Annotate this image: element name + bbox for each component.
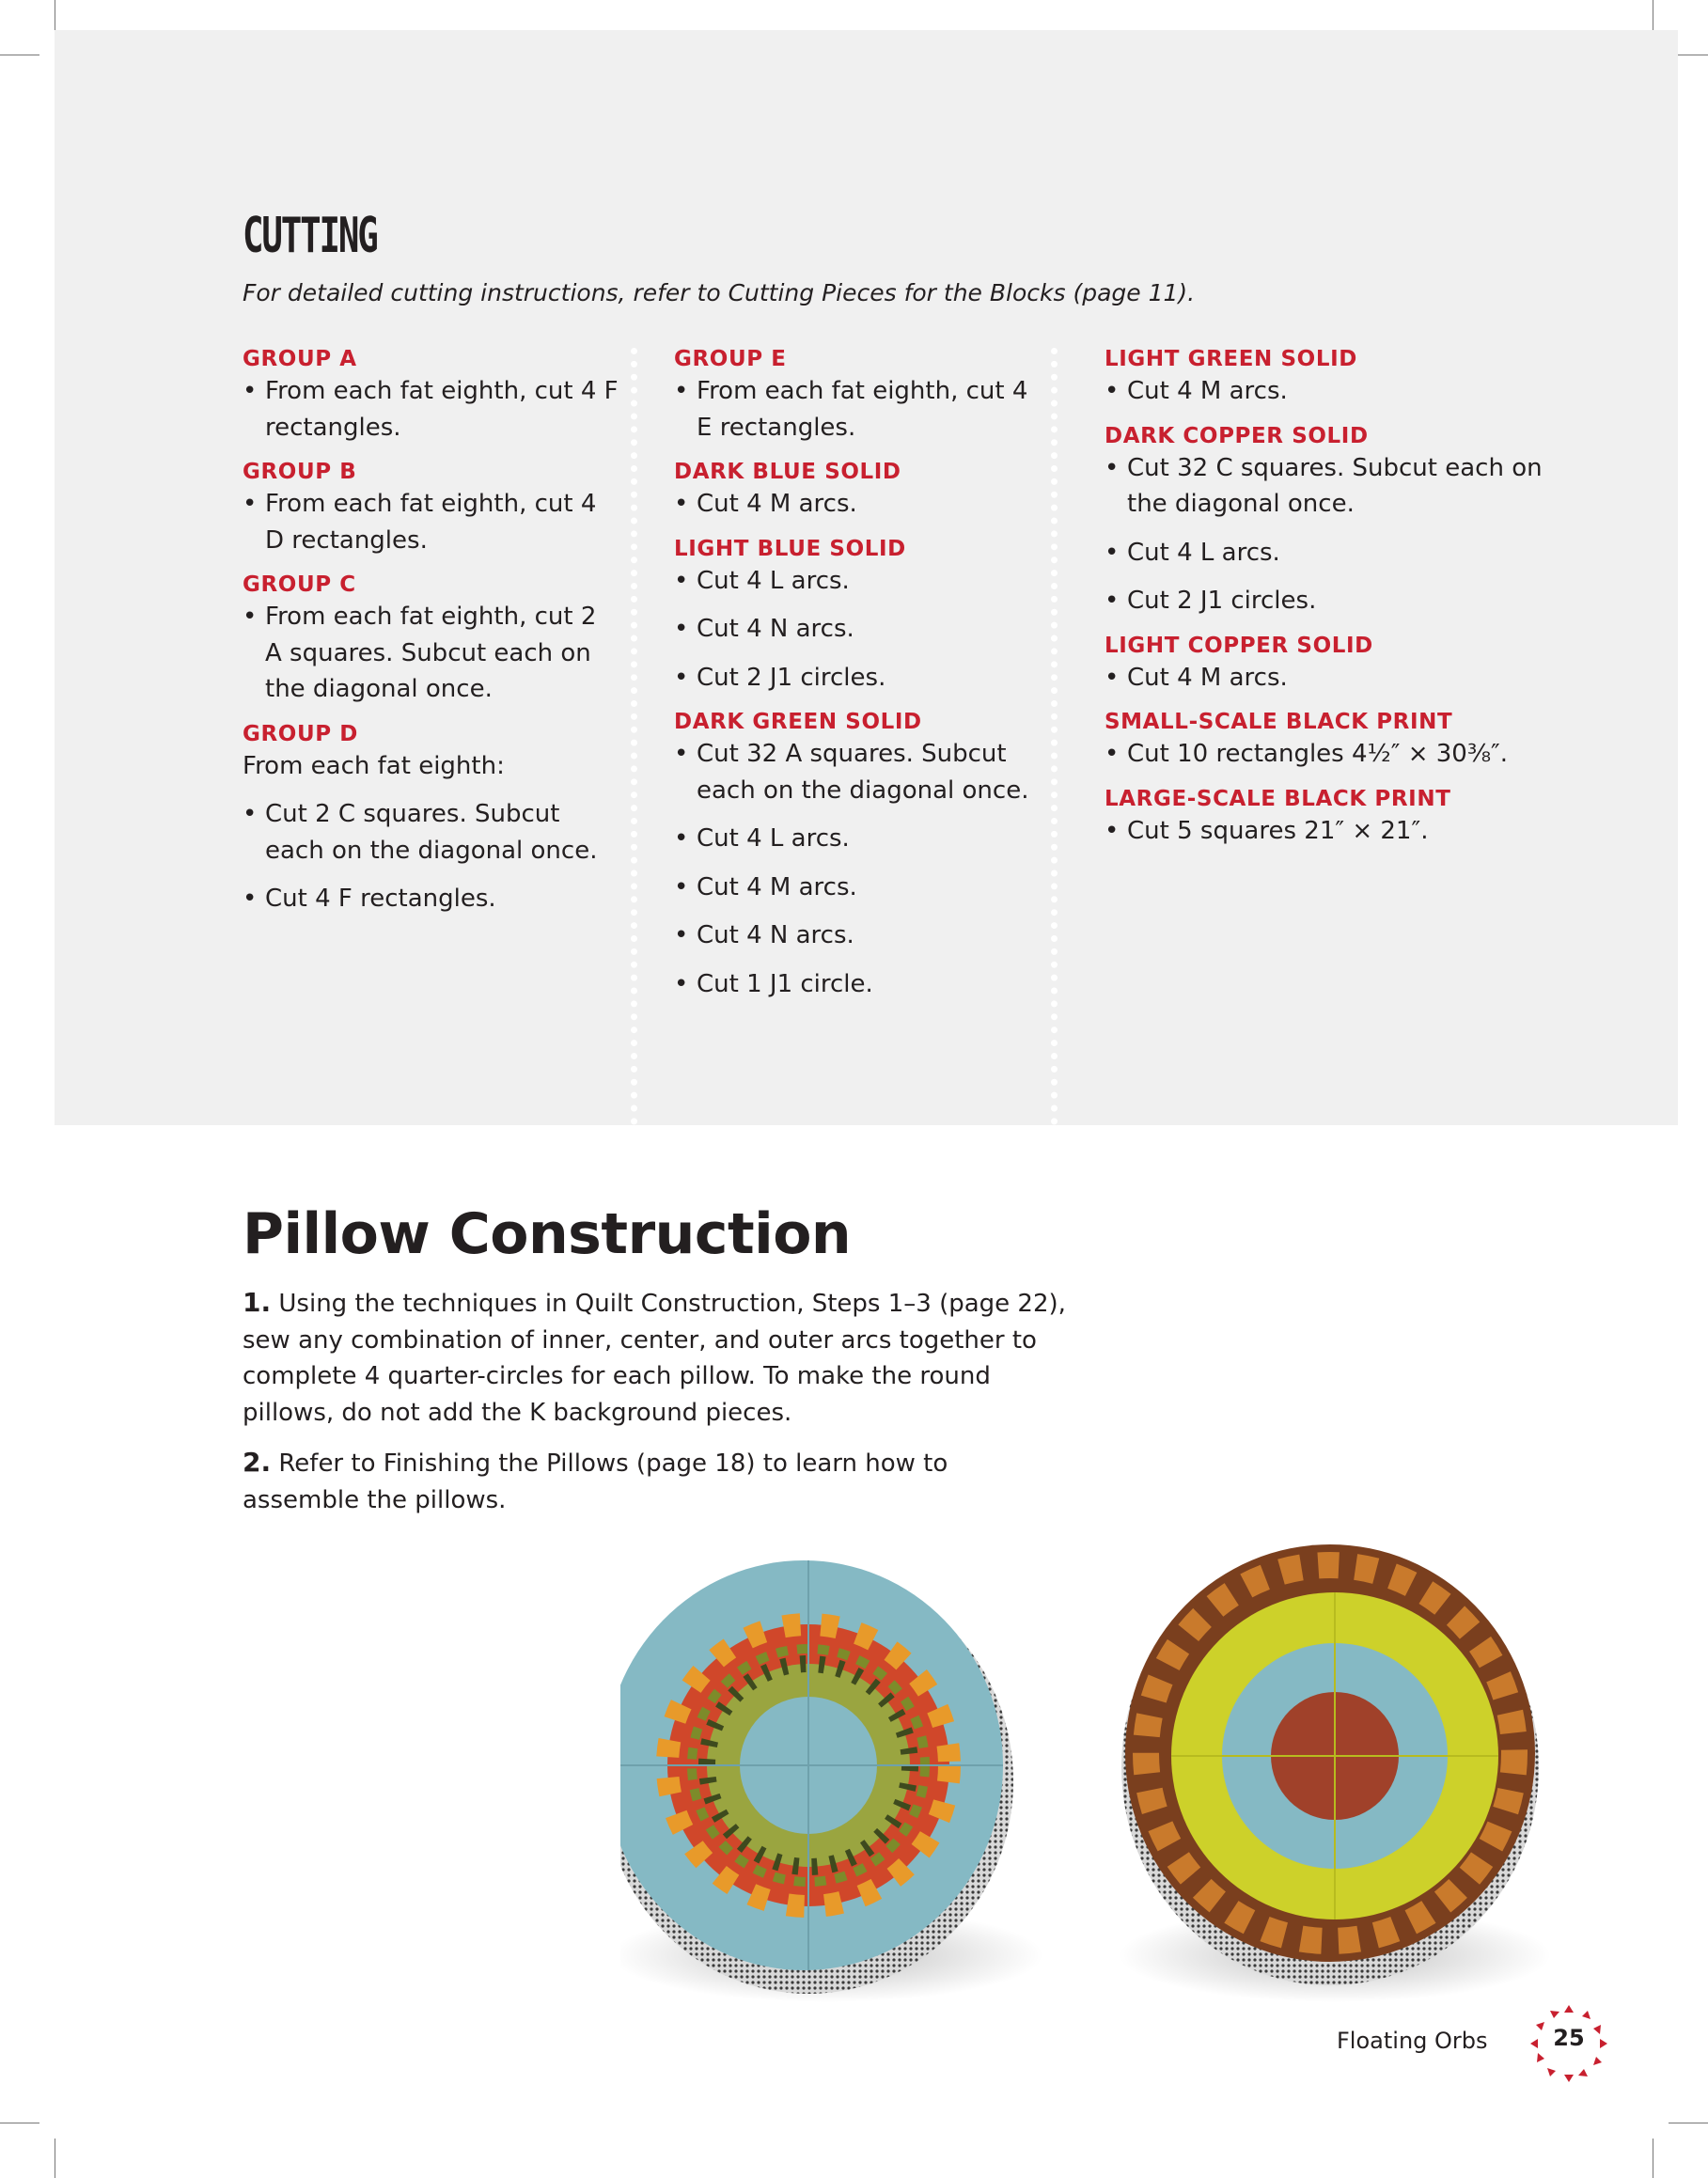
cutting-list — [1105, 373, 1546, 410]
cutting-item: • Cut 10 rectangles 4½″ × 30⅜″. — [1105, 736, 1546, 773]
group-heading: DARK GREEN SOLID — [674, 710, 922, 734]
group-heading: GROUP C — [243, 572, 356, 597]
cutting-column-2 — [674, 345, 1050, 1014]
cutting-item: • Cut 32 A squares. Subcut each on the diagonal once. — [674, 736, 1050, 808]
page-number: 25 — [1553, 2025, 1585, 2051]
section-title: Pillow Construction — [243, 1201, 852, 1267]
cutting-title: CUTTING — [243, 208, 377, 264]
group-heading: DARK COPPER SOLID — [1105, 423, 1369, 448]
group-heading: LIGHT COPPER SOLID — [1105, 633, 1373, 658]
cutting-group — [674, 458, 1050, 523]
cutting-column-3 — [1105, 345, 1546, 861]
cutting-item: • Cut 4 L arcs. — [674, 563, 1050, 600]
column-divider — [1051, 348, 1058, 1125]
cutting-item: • Cut 4 L arcs. — [1105, 535, 1546, 572]
cutting-group — [674, 708, 1050, 1002]
green-pillow — [1119, 1544, 1551, 2002]
cutting-item: • Cut 4 L arcs. — [674, 821, 1050, 857]
pillows-photo — [620, 1523, 1560, 2012]
group-heading: LARGE-SCALE BLACK PRINT — [1105, 786, 1451, 811]
column-divider — [631, 348, 637, 1125]
cutting-item: • Cut 4 M arcs. — [1105, 373, 1546, 410]
cutting-group — [1105, 345, 1546, 410]
step-text: Refer to Finishing the Pillows (page 18) to learn how to assemble the pillows. — [243, 1449, 948, 1514]
cutting-group — [674, 535, 1050, 697]
cutting-list — [1105, 813, 1546, 850]
cutting-item: • Cut 4 M arcs. — [1105, 660, 1546, 697]
cutting-item: • Cut 2 J1 circles. — [674, 660, 1050, 697]
cutting-item: • From each fat eighth, cut 4 D rectangles. — [243, 486, 619, 558]
cutting-item: • Cut 5 squares 21″ × 21″. — [1105, 813, 1546, 850]
step-number: 1. — [243, 1287, 272, 1318]
cutting-list — [674, 373, 1050, 446]
cutting-group — [243, 720, 619, 917]
group-heading: GROUP E — [674, 347, 787, 371]
group-heading: DARK BLUE SOLID — [674, 460, 901, 484]
group-heading: LIGHT BLUE SOLID — [674, 536, 906, 561]
group-heading: LIGHT GREEN SOLID — [1105, 347, 1357, 371]
cutting-item: • Cut 2 J1 circles. — [1105, 583, 1546, 619]
step-2 — [243, 1445, 1070, 1518]
group-heading: GROUP D — [243, 721, 358, 746]
blue-pillow — [620, 1560, 1043, 2002]
cutting-item: • Cut 4 M arcs. — [674, 486, 1050, 523]
cutting-subtitle: For detailed cutting instructions, refer to Cutting Pieces for the Blocks (page 11). — [243, 279, 1196, 306]
group-heading: GROUP A — [243, 347, 357, 371]
cutting-column-1 — [243, 345, 619, 930]
cutting-list — [674, 736, 1050, 1002]
group-intro: From each fat eighth: — [243, 751, 505, 780]
cutting-list — [1105, 736, 1546, 773]
cutting-group — [243, 571, 619, 708]
cutting-item: • From each fat eighth, cut 2 A squares. Subcut each on the diagonal once. — [243, 599, 619, 708]
cutting-list — [243, 373, 619, 446]
cutting-item: • From each fat eighth, cut 4 E rectangles. — [674, 373, 1050, 446]
cutting-item: • Cut 2 C squares. Subcut each on the diagonal once. — [243, 796, 619, 869]
cutting-list — [1105, 450, 1546, 619]
step-text: Using the techniques in Quilt Construction, Steps 1–3 (page 22), sew any combination of inner, center, and outer arcs together to complete 4 quarter-circles for each pillow. To make the round pillows, do not add the K background pieces. — [243, 1290, 1066, 1427]
cutting-group — [243, 345, 619, 446]
cutting-list — [243, 796, 619, 917]
cutting-item: • Cut 4 M arcs. — [674, 870, 1050, 906]
cutting-list — [1105, 660, 1546, 697]
cutting-group — [674, 345, 1050, 446]
cutting-item: • Cut 4 N arcs. — [674, 611, 1050, 648]
step-1 — [243, 1285, 1070, 1431]
cutting-group — [1105, 785, 1546, 850]
cutting-item: • Cut 32 C squares. Subcut each on the diagonal once. — [1105, 450, 1546, 523]
cutting-group — [1105, 708, 1546, 773]
group-heading: SMALL-SCALE BLACK PRINT — [1105, 710, 1453, 734]
cutting-group — [1105, 632, 1546, 697]
cutting-item: • Cut 4 N arcs. — [674, 917, 1050, 954]
step-number: 2. — [243, 1447, 272, 1478]
cutting-group — [243, 458, 619, 558]
cutting-item: • Cut 1 J1 circle. — [674, 966, 1050, 1003]
cutting-item: • From each fat eighth, cut 4 F rectangles. — [243, 373, 619, 446]
footer-title: Floating Orbs — [1337, 2028, 1488, 2054]
cutting-list — [674, 563, 1050, 697]
group-heading: GROUP B — [243, 460, 357, 484]
cutting-list — [243, 599, 619, 708]
cutting-item: • Cut 4 F rectangles. — [243, 881, 619, 917]
cutting-group — [1105, 422, 1546, 619]
cutting-list — [243, 486, 619, 558]
cutting-list — [674, 486, 1050, 523]
